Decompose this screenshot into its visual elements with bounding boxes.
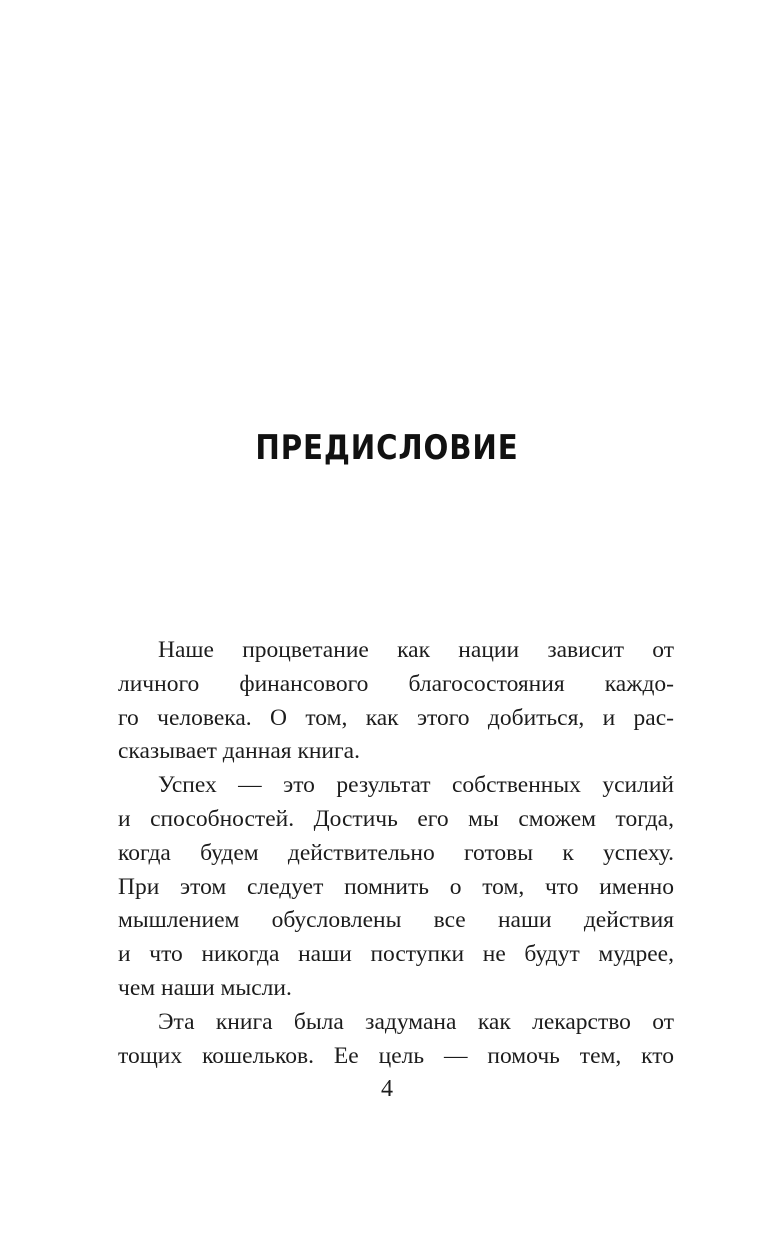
text-line: когда будем действительно готовы к успеху. — [118, 839, 674, 866]
text-line: сказывает данная книга. — [118, 738, 360, 765]
text-line: При этом следует помнить о том, что именно — [118, 873, 674, 900]
text-line: Эта книга была задумана как лекарство от — [158, 1008, 674, 1035]
text-line: го человека. О том, как этого добиться, и рас- — [118, 704, 674, 731]
text-line: и что никогда наши поступки не будут мудрее, — [118, 941, 674, 968]
page-number: 4 — [381, 1076, 393, 1102]
text-line: чем наши мысли. — [118, 974, 292, 1001]
text-line: Наше процветание как нации зависит от — [158, 637, 674, 663]
text-line: Успех — это результат собственных усилий — [158, 772, 674, 799]
text-line: тощих кошельков. Ее цель — помочь тем, кто — [118, 1042, 674, 1069]
body-text — [118, 634, 674, 1073]
text-line: и способностей. Достичь его мы сможем тогда, — [118, 805, 674, 832]
chapter-title: ПРЕДИСЛОВИЕ — [255, 428, 519, 468]
text-line: мышлением обусловлены все наши действия — [118, 907, 674, 934]
text-line: личного финансового благосостояния каждо- — [118, 670, 674, 697]
